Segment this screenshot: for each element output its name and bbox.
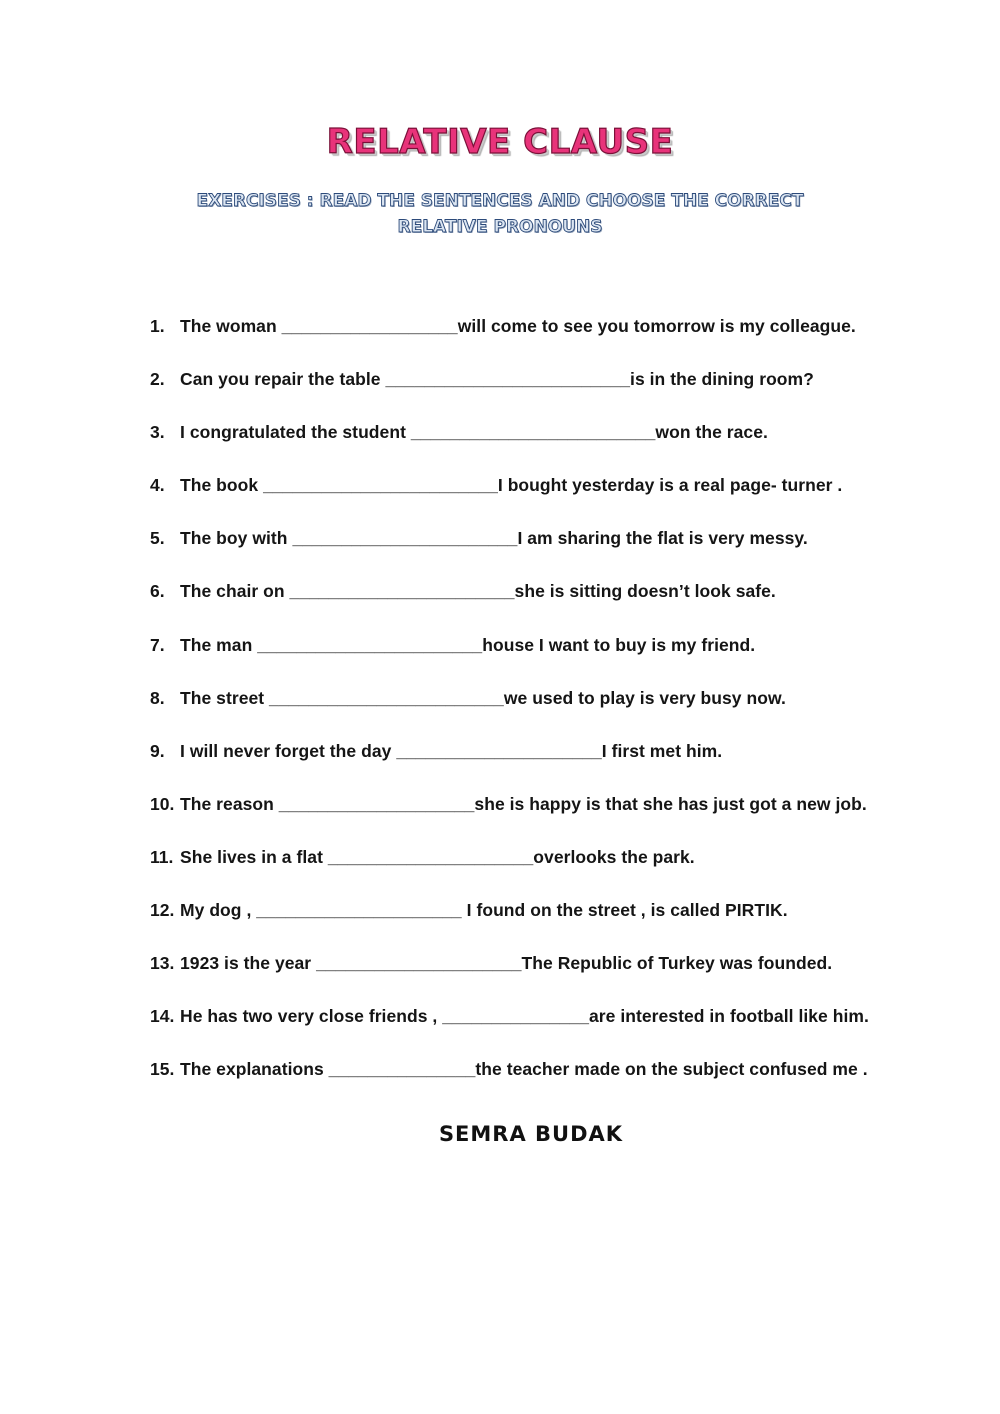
question-number: 8. [150,687,165,708]
question-item [150,419,910,472]
question-item [150,632,910,685]
question-text: My dog , _____________________ I found on the street , is called PIRTIK. [180,900,788,921]
question-number: 7. [150,634,165,655]
question-text: He has two very close friends , _______________are interested in football like him. [180,1006,869,1027]
question-number: 11. [150,846,174,867]
question-number: 12. [150,900,175,921]
question-text: The explanations _______________the teacher made on the subject confused me . [180,1059,868,1080]
question-item [150,791,910,844]
question-item [150,844,910,897]
question-item [150,950,910,1003]
question-item [150,738,910,791]
question-item [150,1003,910,1056]
question-number: 2. [150,369,165,390]
question-text: The street ________________________we used to play is very busy now. [180,687,786,708]
question-number: 3. [150,422,165,443]
question-number: 15. [150,1059,175,1080]
question-number: 6. [150,581,165,602]
question-number: 14. [150,1006,175,1027]
question-text: The reason ____________________she is happy is that she has just got a new job. [180,793,867,814]
question-text: The chair on _______________________she is sitting doesn’t look safe. [180,581,776,602]
question-number: 10. [150,793,175,814]
question-item [150,1056,910,1109]
question-text: She lives in a flat _____________________overlooks the park. [180,846,695,867]
question-number: 4. [150,475,165,496]
question-text: I will never forget the day _____________________I first met him. [180,740,723,761]
question-text: I congratulated the student _________________________won the race. [180,422,768,443]
question-number: 13. [150,953,175,974]
question-text: The man _______________________house I want to buy is my friend. [180,634,756,655]
instructions-line-1: EXERCISES : READ THE SENTENCES AND CHOOSE THE CORRECT [196,191,804,211]
question-text: The woman __________________will come to see you tomorrow is my colleague. [180,316,856,336]
question-item [150,366,910,419]
question-number: 5. [150,528,165,549]
question-text: Can you repair the table _________________________is in the dining room? [180,369,814,390]
question-item [150,313,910,366]
question-item [150,525,910,578]
question-text: 1923 is the year _____________________The Republic of Turkey was founded. [180,953,833,974]
question-number: 9. [150,740,165,761]
instructions-line-2: RELATIVE PRONOUNS [397,217,603,237]
question-number: 1. [150,316,165,336]
question-list [150,313,910,1109]
exercise-instructions [0,188,1000,240]
question-item [150,578,910,631]
question-item [150,897,910,950]
question-item [150,472,910,525]
worksheet-title: RELATIVE CLAUSE [326,122,674,162]
question-item [150,685,910,738]
author-name: SEMRA BUDAK [438,1122,624,1146]
question-text: The boy with _______________________I am sharing the flat is very messy. [180,528,808,549]
question-text: The book ________________________I bought yesterday is a real page- turner . [180,475,843,496]
